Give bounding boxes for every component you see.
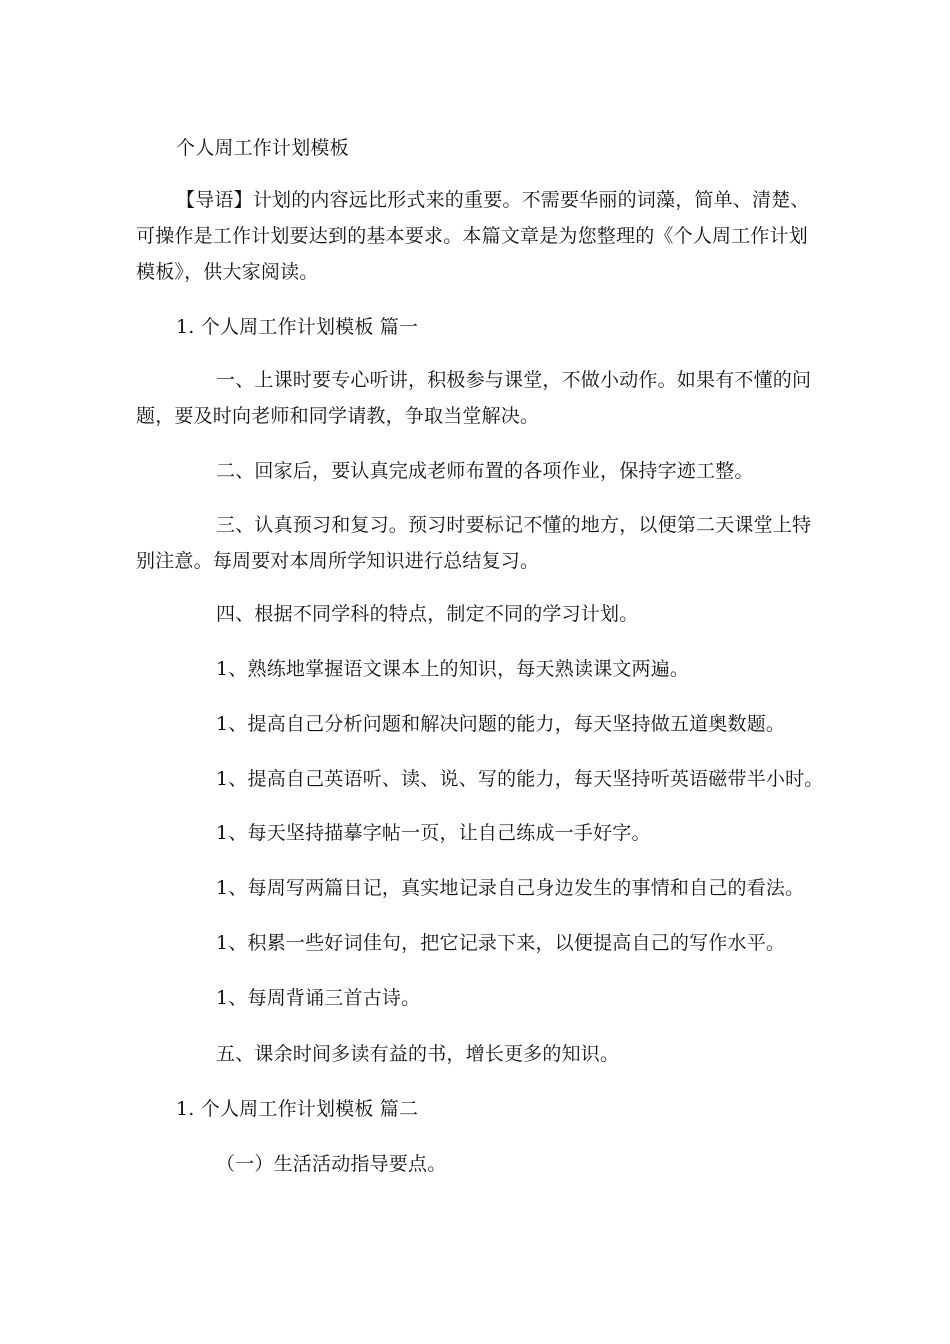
item-line: 别注意。每周要对本周所学知识进行总结复习。 bbox=[136, 550, 540, 572]
subitem: 1、每天坚持描摹字帖一页，让自己练成一手好字。 bbox=[216, 822, 651, 844]
subitem: 1、熟练地掌握语文课本上的知识，每天熟读课文两遍。 bbox=[216, 658, 690, 680]
intro-line: 可操作是工作计划要达到的基本要求。本篇文章是为您整理的《个人周工作计划 bbox=[136, 225, 809, 247]
section1-heading: 1. 个人周工作计划模板 篇一 bbox=[176, 316, 419, 338]
item-line: 三、认真预习和复习。预习时要标记不懂的地方，以便第二天课堂上特 bbox=[216, 514, 812, 536]
section2-item1: （一）生活活动指导要点。 bbox=[216, 1153, 447, 1175]
intro-line: 模板》，供大家阅读。 bbox=[136, 261, 319, 283]
section1-item2: 二、回家后，要认真完成老师布置的各项作业，保持字迹工整。 bbox=[216, 460, 754, 482]
item-line: 一、上课时要专心听讲，积极参与课堂，不做小动作。如果有不懂的问 bbox=[216, 369, 812, 391]
document-title: 个人周工作计划模板 bbox=[176, 137, 349, 159]
item-line: 题，要及时向老师和同学请教，争取当堂解决。 bbox=[136, 405, 540, 427]
subitem: 1、每周写两篇日记，真实地记录自己身边发生的事情和自己的看法。 bbox=[216, 877, 805, 899]
section1-item3 bbox=[136, 511, 812, 575]
section2-heading: 1. 个人周工作计划模板 篇二 bbox=[176, 1098, 419, 1120]
intro-paragraph bbox=[136, 186, 810, 286]
subitem: 1、提高自己英语听、读、说、写的能力，每天坚持听英语磁带半小时。 bbox=[216, 768, 824, 790]
subitem: 1、提高自己分析问题和解决问题的能力，每天坚持做五道奥数题。 bbox=[216, 713, 786, 735]
subitem: 1、积累一些好词佳句，把它记录下来，以便提高自己的写作水平。 bbox=[216, 932, 786, 954]
section1-item5: 五、课余时间多读有益的书，增长更多的知识。 bbox=[216, 1043, 620, 1065]
intro-line: 【导语】计划的内容远比形式来的重要。不需要华丽的词藻，简单、清楚、 bbox=[176, 189, 810, 211]
section1-item4: 四、根据不同学科的特点，制定不同的学习计划。 bbox=[216, 603, 639, 625]
subitem: 1、每周背诵三首古诗。 bbox=[216, 987, 421, 1009]
section1-item1 bbox=[136, 366, 812, 430]
